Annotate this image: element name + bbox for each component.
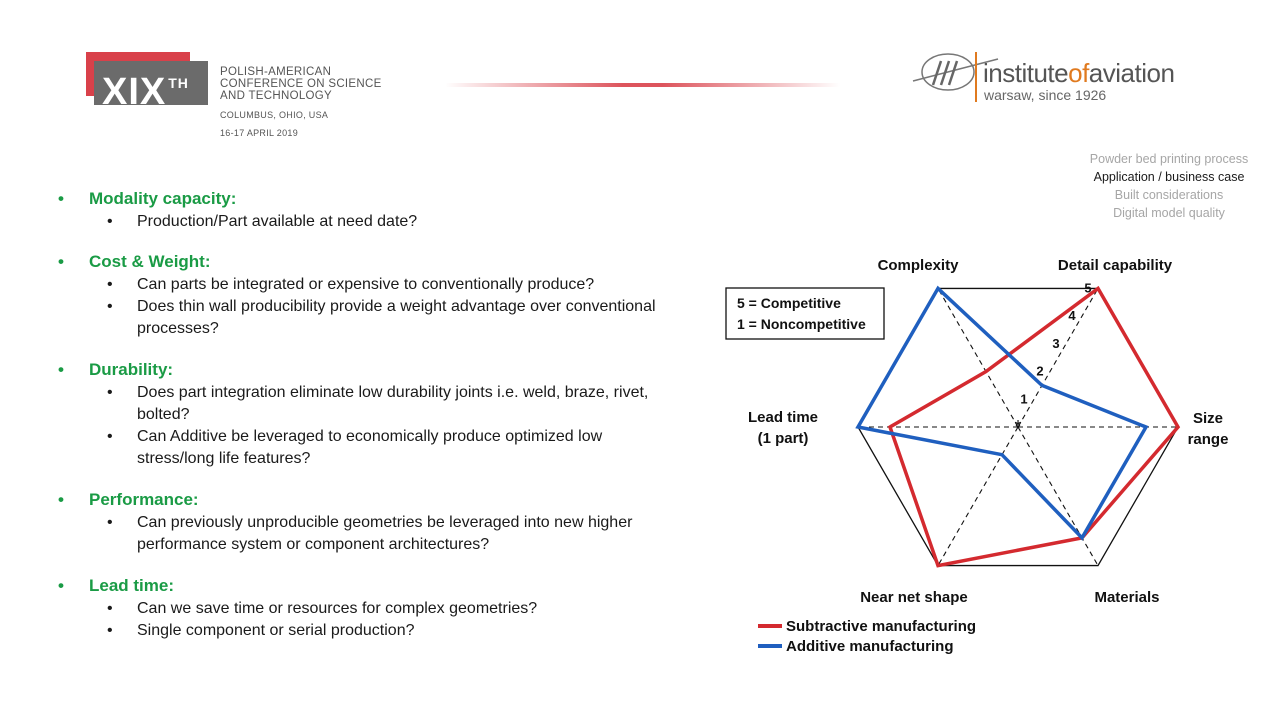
radar-scale-tick: 5 (1084, 280, 1092, 296)
bullet-item (58, 382, 708, 426)
conference-logo (86, 52, 208, 113)
bullet-line: Can parts be integrated or expensive to conventionally produce? (137, 276, 595, 293)
radar-axis-label: Detail capability (1057, 257, 1173, 274)
nav-item[interactable]: Powder bed printing process (1089, 152, 1249, 166)
conference-title (220, 66, 430, 102)
bullet-line: Can Additive be leveraged to economically produce optimized low (137, 428, 603, 445)
radar-axis-label: range (1187, 431, 1229, 448)
aviation-logo-bar (975, 52, 977, 102)
radar-scale-tick: 2 (1036, 363, 1044, 379)
bullet-line: Does part integration eliminate low durability joints i.e. weld, braze, rivet, (137, 384, 649, 401)
conference-ordinal: TH (168, 75, 189, 91)
conference-title-line: CONFERENCE ON SCIENCE (220, 78, 382, 90)
section-modality (58, 187, 708, 233)
section-heading: • Modality capacity: (58, 187, 708, 211)
radar-axis-label: Complexity (877, 257, 959, 274)
aviation-subtitle: warsaw, since 1926 (984, 87, 1107, 103)
conference-place: COLUMBUS, OHIO, USA (220, 110, 329, 120)
section-heading: • Durability: (58, 358, 708, 382)
conference-title-line: POLISH-AMERICAN (220, 66, 332, 78)
section-durability (58, 358, 708, 470)
bullet-line: bolted? (137, 406, 190, 423)
bullet-line: stress/long life features? (137, 450, 311, 467)
radar-scale-tick: 1 (1020, 391, 1028, 407)
radar-axis-label: Materials (1094, 589, 1160, 606)
radar-axis-label: Lead time (747, 409, 819, 426)
aviation-name-part: institute (983, 58, 1069, 88)
bullet-line: Single component or serial production? (137, 622, 415, 639)
bullet-line: Does thin wall producibility provide a weight advantage over conventional (137, 298, 656, 315)
conference-numeral: XIX (102, 71, 167, 113)
radar-axis-line (1018, 288, 1098, 427)
radar-scale-key-text: 5 = Competitive (737, 295, 841, 311)
aviation-name (983, 58, 1174, 89)
bullet-line: Production/Part available at need date? (137, 213, 418, 230)
nav-item[interactable]: Built considerations (1114, 188, 1224, 202)
radar-series-line (858, 288, 1146, 537)
radar-axis-line (938, 427, 1018, 566)
radar-scale-tick: 3 (1052, 335, 1060, 351)
section-lead-time (58, 574, 708, 642)
bullet-list (58, 187, 708, 660)
radar-axis-label: Size (1192, 410, 1224, 427)
section-heading: • Performance: (58, 488, 708, 512)
bullet-line: processes? (137, 320, 219, 337)
aviation-name-of: of (1068, 58, 1089, 88)
section-heading: • Lead time: (58, 574, 708, 598)
bullet-item (58, 598, 708, 620)
radar-center-mark: * (1014, 417, 1022, 437)
bullet-item (58, 211, 708, 233)
bullet-line: Can previously unproducible geometries be leveraged into new higher (137, 514, 633, 531)
radar-axis-label: (1 part) (757, 430, 809, 447)
bullet-line: performance system or component architectures? (137, 536, 490, 553)
section-nav (1074, 150, 1264, 222)
nav-item-active[interactable]: Application / business case (1093, 170, 1245, 184)
conference-dates: 16-17 APRIL 2019 (220, 128, 299, 138)
legend-label: Additive manufacturing (786, 638, 954, 655)
radar-axis-label: Near net shape (860, 589, 968, 606)
radar-chart (700, 240, 1270, 670)
radar-scale-key-text: 1 = Noncompetitive (737, 316, 866, 332)
bullet-item (58, 426, 708, 470)
aviation-name-part: aviation (1088, 58, 1175, 88)
bullet-item (58, 512, 708, 556)
bullet-line: Can we save time or resources for complex geometries? (137, 600, 538, 617)
conference-title-line: AND TECHNOLOGY (220, 90, 332, 102)
bullet-item (58, 274, 708, 296)
header-divider (445, 83, 840, 87)
radar-scale-tick: 4 (1068, 308, 1076, 324)
section-heading: • Cost & Weight: (58, 250, 708, 274)
radar-axis-line (1018, 427, 1098, 566)
conference-logo-grey-block (94, 61, 208, 113)
legend-label: Subtractive manufacturing (786, 618, 977, 635)
section-performance (58, 488, 708, 556)
bullet-item (58, 620, 708, 642)
section-cost-weight (58, 250, 708, 340)
nav-item[interactable]: Digital model quality (1113, 206, 1225, 220)
bullet-item (58, 296, 708, 340)
